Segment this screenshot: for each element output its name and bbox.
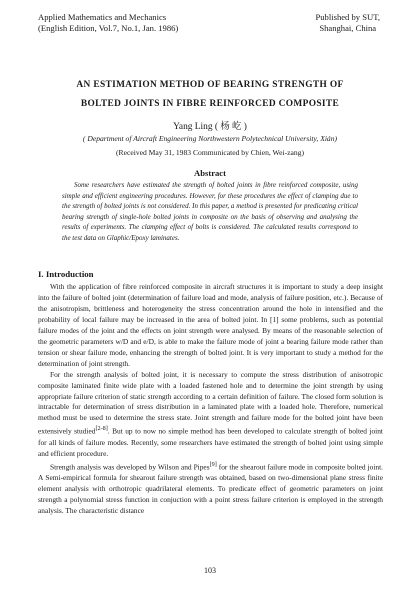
paragraph-text: for the shearout failure mode in composite bolted joint. A Semi-empirical formula for shearout failure strength was obtained, based on two-dimensional plane stress finite element analysis with orthotropic quadrilateral elements. To predicate effect of geometric parameters on joint strength a polynomial stress function in conjuction with a point stress failure criterion is employed in the strength analysis. The characteristic distance [38,462,384,515]
abstract-heading: Abstract [194,168,226,178]
journal-name: Applied Mathematics and Mechanics [38,12,167,22]
abstract-text: Some researchers have estimated the strength of bolted joints in fibre reinforced composite, using simple and efficient engineering procedures. However, for these procedures the effect of clamping due to the strength of bolted joints is not considered. In this paper, a method is presented for predicating critical bearing strength of single-hole bolted joints in composite on the basis of observing and analysing the results of experiments. The clamping effect of bolts is considered. The calculated results correspond to the test data on Glaphic/Epoxy laminates. [62,181,358,242]
paper-title-line-2: BOLTED JOINTS IN FIBRE REINFORCED COMPOSITE [80,99,340,109]
publisher-location: Shanghai, China [319,22,377,33]
paragraph-text: For the strength analysis of bolted joint, it is necessary to compute the stress distribution of anisotropic composite laminated finite wide plate with a loaded fastened hole and to determine the joint strength by using appropriate failure criterion of static strength according to a certain definition of failure. The closed form solution is intractable for determination of stress distribution in a laminated plate with a loaded hole. Therefore, numerical method must be used to determine the stress state. Joint strength and failure mode for the bolted joint have been extensively studied [38,369,383,436]
body-paragraph [38,460,383,517]
received-date: (Received May 31, 1983 Communicated by Chien, Wei-zang) [116,148,304,157]
introduction-body [38,282,383,517]
journal-header [38,12,178,33]
page-number: 103 [204,566,216,575]
body-paragraph: With the application of fibre reinforced composite in aircraft structures it is important to study a deep insight into the failure of bolted joint (determination of failure load and mode, analysis of failure position, etc.). Because of the anisotropism, brittleness and hoterogeneity the stress concentration around the hole in intensified and the probability of local failure may be increased in the area of bolted joint. In [1] some problems, such as potential failure modes of the joint and the effects on joint strength were analysed. By means of the reasonable selection of the geometric parameters w/D and e/D, is able to make the failure mode of joint a bearing failure mode rather than tension or shear failure mode, enhancing the strength of bolted joint. It is very important to study a method for the determination of joint strength. [38,282,383,368]
paper-title [30,76,390,114]
paragraph-text: . But up to now no simple method has been developed to calculate strength of bolted joint for all kinds of failure modes. Recently, some researchers have estimated the strength of bolted joint using simple and efficient procedure. [38,426,383,458]
author-affiliation: ( Department of Aircraft Engineering Northwestern Polytechnical University, Xián) [82,134,338,143]
paper-title-line-1: AN ESTIMATION METHOD OF BEARING STRENGTH OF [76,80,344,90]
paragraph-text: Strength analysis was developed by Wilson and Pipes [50,462,210,472]
publisher-header [315,12,380,33]
citation-ref: [9] [209,461,217,468]
author-name: Yang Ling ( 杨 屹 ) [173,122,247,132]
section-heading-introduction: I. Introduction [38,269,94,279]
body-paragraph [38,370,383,460]
journal-edition: (English Edition, Vol.7, No.1, Jan. 1986) [38,22,179,33]
citation-ref: [2-8] [95,426,108,433]
publisher-name: Published by SUT, [315,12,380,22]
